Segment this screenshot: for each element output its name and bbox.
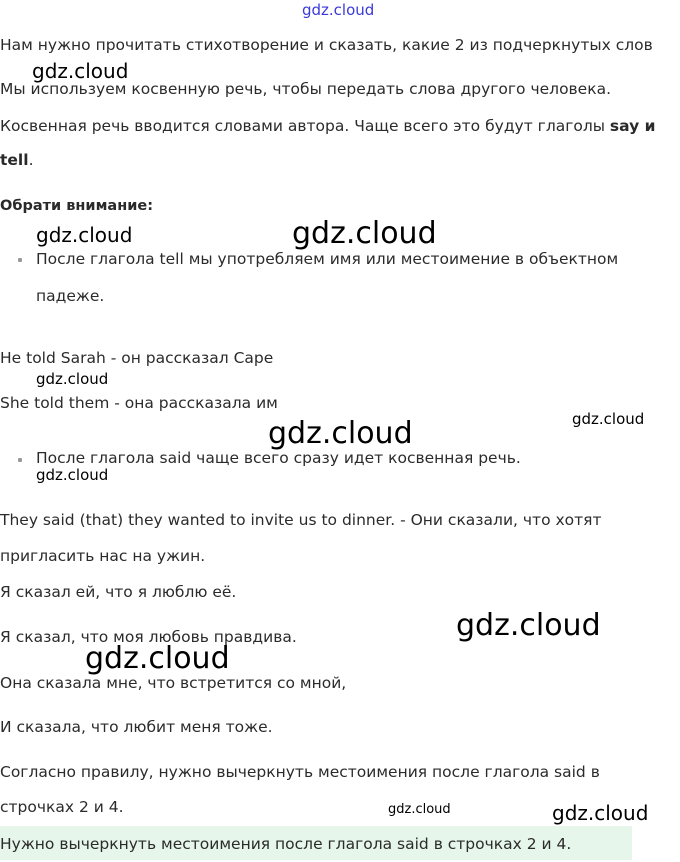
say-keyword: say и [609, 117, 656, 135]
bullet-marker [18, 258, 22, 262]
indirect-speech-line-3 [0, 150, 34, 170]
watermark: gdz.cloud [268, 416, 413, 451]
rule-line-1: Согласно правилу, нужно вычеркнуть местоимения после глагола said в [0, 763, 600, 781]
bullet-1-line-1: После глагола tell мы употребляем имя или местоимение в объектном [36, 250, 619, 268]
poem-line-4: И сказала, что любит меня тоже. [0, 718, 273, 736]
watermark: gdz.cloud [456, 608, 601, 643]
watermark: gdz.cloud [572, 410, 645, 428]
bullet-marker [18, 458, 22, 462]
example-3-line-2: пригласить нас на ужин. [0, 547, 206, 565]
bullet-2: После глагола said чаще всего сразу идет косвенная речь. [36, 449, 521, 467]
indirect-speech-line-2-text: Косвенная речь вводится словами автора. Чаще всего это будут глаголы [0, 117, 610, 135]
example-3-line-1: They said (that) they wanted to invite us to dinner. - Они сказали, что хотят [0, 511, 602, 529]
poem-line-1: Я сказал ей, что я люблю её. [0, 583, 237, 601]
watermark: gdz.cloud [36, 223, 133, 247]
indirect-speech-line-2 [0, 116, 656, 136]
watermark: gdz.cloud [36, 370, 109, 388]
answer-text: Нужно вычеркнуть местоимения после глагола said в строчках 2 и 4. [0, 835, 572, 853]
tell-keyword: tell [0, 151, 29, 169]
watermark: gdz.cloud [552, 801, 649, 825]
rule-line-2: строчках 2 и 4. [0, 798, 124, 816]
intro-text: Нам нужно прочитать стихотворение и сказать, какие 2 из подчеркнутых слов [0, 36, 653, 54]
watermark: gdz.cloud [388, 802, 451, 817]
example-1: He told Sarah - он рассказал Саре [0, 349, 274, 367]
watermark: gdz.cloud [292, 216, 437, 251]
poem-line-3: Она сказала мне, что встретится со мной, [0, 674, 347, 692]
poem-line-2: Я сказал, что моя любовь правдива. [0, 628, 297, 646]
watermark: gdz.cloud [85, 641, 230, 676]
indirect-speech-line-1: Мы используем косвенную речь, чтобы передать слова другого человека. [0, 80, 612, 98]
period: . [28, 151, 34, 169]
watermark: gdz.cloud [302, 1, 375, 19]
attention-heading: Обрати внимание: [0, 198, 154, 214]
bullet-1-line-2: падеже. [36, 287, 105, 305]
watermark: gdz.cloud [32, 59, 129, 83]
watermark: gdz.cloud [36, 466, 109, 484]
example-2: She told them - она рассказала им [0, 394, 278, 412]
